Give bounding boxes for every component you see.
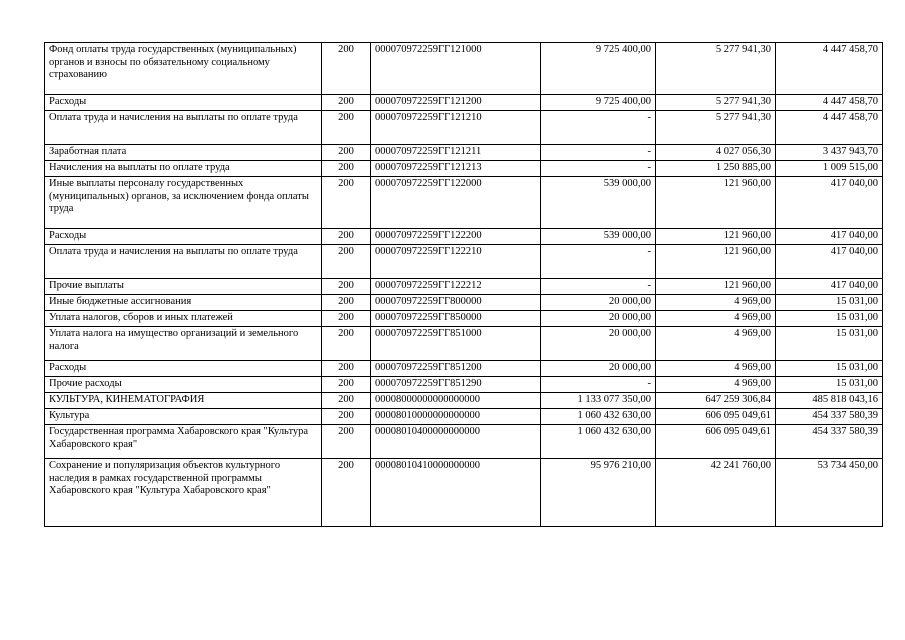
row-unexecuted-cell: 3 437 943,70 xyxy=(776,145,883,161)
row-budget-code-cell: 000070972259ГГ851200 xyxy=(371,361,541,377)
row-approved-cell: - xyxy=(541,279,656,295)
row-admin-code-cell: 200 xyxy=(322,409,371,425)
row-admin-code-cell: 200 xyxy=(322,295,371,311)
row-budget-code-cell: 000070972259ГГ121211 xyxy=(371,145,541,161)
row-name-cell: Расходы xyxy=(45,229,322,245)
row-executed-cell: 5 277 941,30 xyxy=(656,95,776,111)
row-executed-cell: 4 969,00 xyxy=(656,377,776,393)
row-executed-cell: 606 095 049,61 xyxy=(656,425,776,459)
table-row xyxy=(45,279,883,295)
table-row xyxy=(45,95,883,111)
row-admin-code-cell: 200 xyxy=(322,425,371,459)
table-row xyxy=(45,145,883,161)
row-approved-cell: - xyxy=(541,111,656,145)
row-admin-code-cell: 200 xyxy=(322,177,371,229)
row-unexecuted-cell: 1 009 515,00 xyxy=(776,161,883,177)
row-executed-cell: 121 960,00 xyxy=(656,229,776,245)
row-approved-cell: 1 060 432 630,00 xyxy=(541,425,656,459)
budget-table-body xyxy=(45,43,883,527)
row-unexecuted-cell: 15 031,00 xyxy=(776,311,883,327)
row-budget-code-cell: 000070972259ГГ121213 xyxy=(371,161,541,177)
row-admin-code-cell: 200 xyxy=(322,311,371,327)
row-name-cell: Сохранение и популяризация объектов культурного наследия в рамках государственной программы Хабаровского края "Культура Хабаровского края" xyxy=(45,459,322,527)
row-admin-code-cell: 200 xyxy=(322,393,371,409)
row-unexecuted-cell: 15 031,00 xyxy=(776,377,883,393)
row-approved-cell: 20 000,00 xyxy=(541,361,656,377)
row-name-cell: Расходы xyxy=(45,95,322,111)
row-approved-cell: 1 060 432 630,00 xyxy=(541,409,656,425)
row-unexecuted-cell: 417 040,00 xyxy=(776,229,883,245)
table-row xyxy=(45,393,883,409)
row-approved-cell: 95 976 210,00 xyxy=(541,459,656,527)
row-unexecuted-cell: 4 447 458,70 xyxy=(776,43,883,95)
row-name-cell: Начисления на выплаты по оплате труда xyxy=(45,161,322,177)
row-unexecuted-cell: 4 447 458,70 xyxy=(776,95,883,111)
row-admin-code-cell: 200 xyxy=(322,43,371,95)
table-row xyxy=(45,43,883,95)
table-row xyxy=(45,377,883,393)
row-unexecuted-cell: 417 040,00 xyxy=(776,177,883,229)
row-budget-code-cell: 000070972259ГГ122212 xyxy=(371,279,541,295)
row-budget-code-cell: 00008010000000000000 xyxy=(371,409,541,425)
row-name-cell: Государственная программа Хабаровского края "Культура Хабаровского края" xyxy=(45,425,322,459)
row-executed-cell: 121 960,00 xyxy=(656,279,776,295)
row-admin-code-cell: 200 xyxy=(322,459,371,527)
row-executed-cell: 42 241 760,00 xyxy=(656,459,776,527)
row-executed-cell: 4 969,00 xyxy=(656,361,776,377)
table-row xyxy=(45,459,883,527)
table-row xyxy=(45,361,883,377)
row-unexecuted-cell: 15 031,00 xyxy=(776,295,883,311)
row-name-cell: Культура xyxy=(45,409,322,425)
table-row xyxy=(45,229,883,245)
row-executed-cell: 4 969,00 xyxy=(656,295,776,311)
row-name-cell: Прочие выплаты xyxy=(45,279,322,295)
row-name-cell: Фонд оплаты труда государственных (муниципальных) органов и взносы по обязательному социальному страхованию xyxy=(45,43,322,95)
row-unexecuted-cell: 15 031,00 xyxy=(776,327,883,361)
row-executed-cell: 5 277 941,30 xyxy=(656,111,776,145)
row-budget-code-cell: 000070972259ГГ850000 xyxy=(371,311,541,327)
table-row xyxy=(45,311,883,327)
row-name-cell: Расходы xyxy=(45,361,322,377)
table-row xyxy=(45,425,883,459)
row-name-cell: Иные бюджетные ассигнования xyxy=(45,295,322,311)
row-name-cell: Прочие расходы xyxy=(45,377,322,393)
row-budget-code-cell: 000070972259ГГ800000 xyxy=(371,295,541,311)
table-row xyxy=(45,295,883,311)
row-executed-cell: 121 960,00 xyxy=(656,177,776,229)
row-admin-code-cell: 200 xyxy=(322,161,371,177)
row-admin-code-cell: 200 xyxy=(322,327,371,361)
row-budget-code-cell: 000070972259ГГ851290 xyxy=(371,377,541,393)
row-executed-cell: 4 969,00 xyxy=(656,327,776,361)
table-row xyxy=(45,245,883,279)
table-row xyxy=(45,111,883,145)
row-approved-cell: 1 133 077 350,00 xyxy=(541,393,656,409)
row-approved-cell: 9 725 400,00 xyxy=(541,43,656,95)
row-name-cell: Оплата труда и начисления на выплаты по оплате труда xyxy=(45,245,322,279)
row-unexecuted-cell: 417 040,00 xyxy=(776,245,883,279)
row-admin-code-cell: 200 xyxy=(322,111,371,145)
row-admin-code-cell: 200 xyxy=(322,229,371,245)
row-approved-cell: 20 000,00 xyxy=(541,311,656,327)
row-executed-cell: 4 027 056,30 xyxy=(656,145,776,161)
row-budget-code-cell: 000070972259ГГ122200 xyxy=(371,229,541,245)
row-budget-code-cell: 000070972259ГГ121210 xyxy=(371,111,541,145)
row-unexecuted-cell: 53 734 450,00 xyxy=(776,459,883,527)
row-executed-cell: 121 960,00 xyxy=(656,245,776,279)
table-row xyxy=(45,161,883,177)
row-unexecuted-cell: 454 337 580,39 xyxy=(776,409,883,425)
row-approved-cell: 20 000,00 xyxy=(541,327,656,361)
row-unexecuted-cell: 485 818 043,16 xyxy=(776,393,883,409)
row-budget-code-cell: 000070972259ГГ122210 xyxy=(371,245,541,279)
row-approved-cell: 539 000,00 xyxy=(541,229,656,245)
row-unexecuted-cell: 417 040,00 xyxy=(776,279,883,295)
row-budget-code-cell: 000070972259ГГ122000 xyxy=(371,177,541,229)
row-admin-code-cell: 200 xyxy=(322,145,371,161)
row-name-cell: Заработная плата xyxy=(45,145,322,161)
row-approved-cell: 20 000,00 xyxy=(541,295,656,311)
row-admin-code-cell: 200 xyxy=(322,95,371,111)
row-budget-code-cell: 000070972259ГГ851000 xyxy=(371,327,541,361)
table-row xyxy=(45,327,883,361)
row-admin-code-cell: 200 xyxy=(322,361,371,377)
row-admin-code-cell: 200 xyxy=(322,245,371,279)
table-row xyxy=(45,177,883,229)
row-approved-cell: - xyxy=(541,245,656,279)
row-budget-code-cell: 000070972259ГГ121000 xyxy=(371,43,541,95)
row-name-cell: Уплата налога на имущество организаций и земельного налога xyxy=(45,327,322,361)
row-name-cell: Оплата труда и начисления на выплаты по оплате труда xyxy=(45,111,322,145)
row-approved-cell: - xyxy=(541,161,656,177)
row-executed-cell: 647 259 306,84 xyxy=(656,393,776,409)
row-admin-code-cell: 200 xyxy=(322,279,371,295)
row-approved-cell: - xyxy=(541,377,656,393)
row-unexecuted-cell: 15 031,00 xyxy=(776,361,883,377)
row-admin-code-cell: 200 xyxy=(322,377,371,393)
row-approved-cell: - xyxy=(541,145,656,161)
budget-table xyxy=(44,42,883,527)
row-approved-cell: 9 725 400,00 xyxy=(541,95,656,111)
row-executed-cell: 606 095 049,61 xyxy=(656,409,776,425)
row-unexecuted-cell: 4 447 458,70 xyxy=(776,111,883,145)
row-budget-code-cell: 00008000000000000000 xyxy=(371,393,541,409)
row-approved-cell: 539 000,00 xyxy=(541,177,656,229)
row-name-cell: Уплата налогов, сборов и иных платежей xyxy=(45,311,322,327)
row-budget-code-cell: 00008010400000000000 xyxy=(371,425,541,459)
row-name-cell: КУЛЬТУРА, КИНЕМАТОГРАФИЯ xyxy=(45,393,322,409)
row-executed-cell: 1 250 885,00 xyxy=(656,161,776,177)
row-executed-cell: 5 277 941,30 xyxy=(656,43,776,95)
row-budget-code-cell: 000070972259ГГ121200 xyxy=(371,95,541,111)
table-row xyxy=(45,409,883,425)
row-budget-code-cell: 00008010410000000000 xyxy=(371,459,541,527)
row-unexecuted-cell: 454 337 580,39 xyxy=(776,425,883,459)
row-executed-cell: 4 969,00 xyxy=(656,311,776,327)
row-name-cell: Иные выплаты персоналу государственных (муниципальных) органов, за исключением фонда оплаты труда xyxy=(45,177,322,229)
